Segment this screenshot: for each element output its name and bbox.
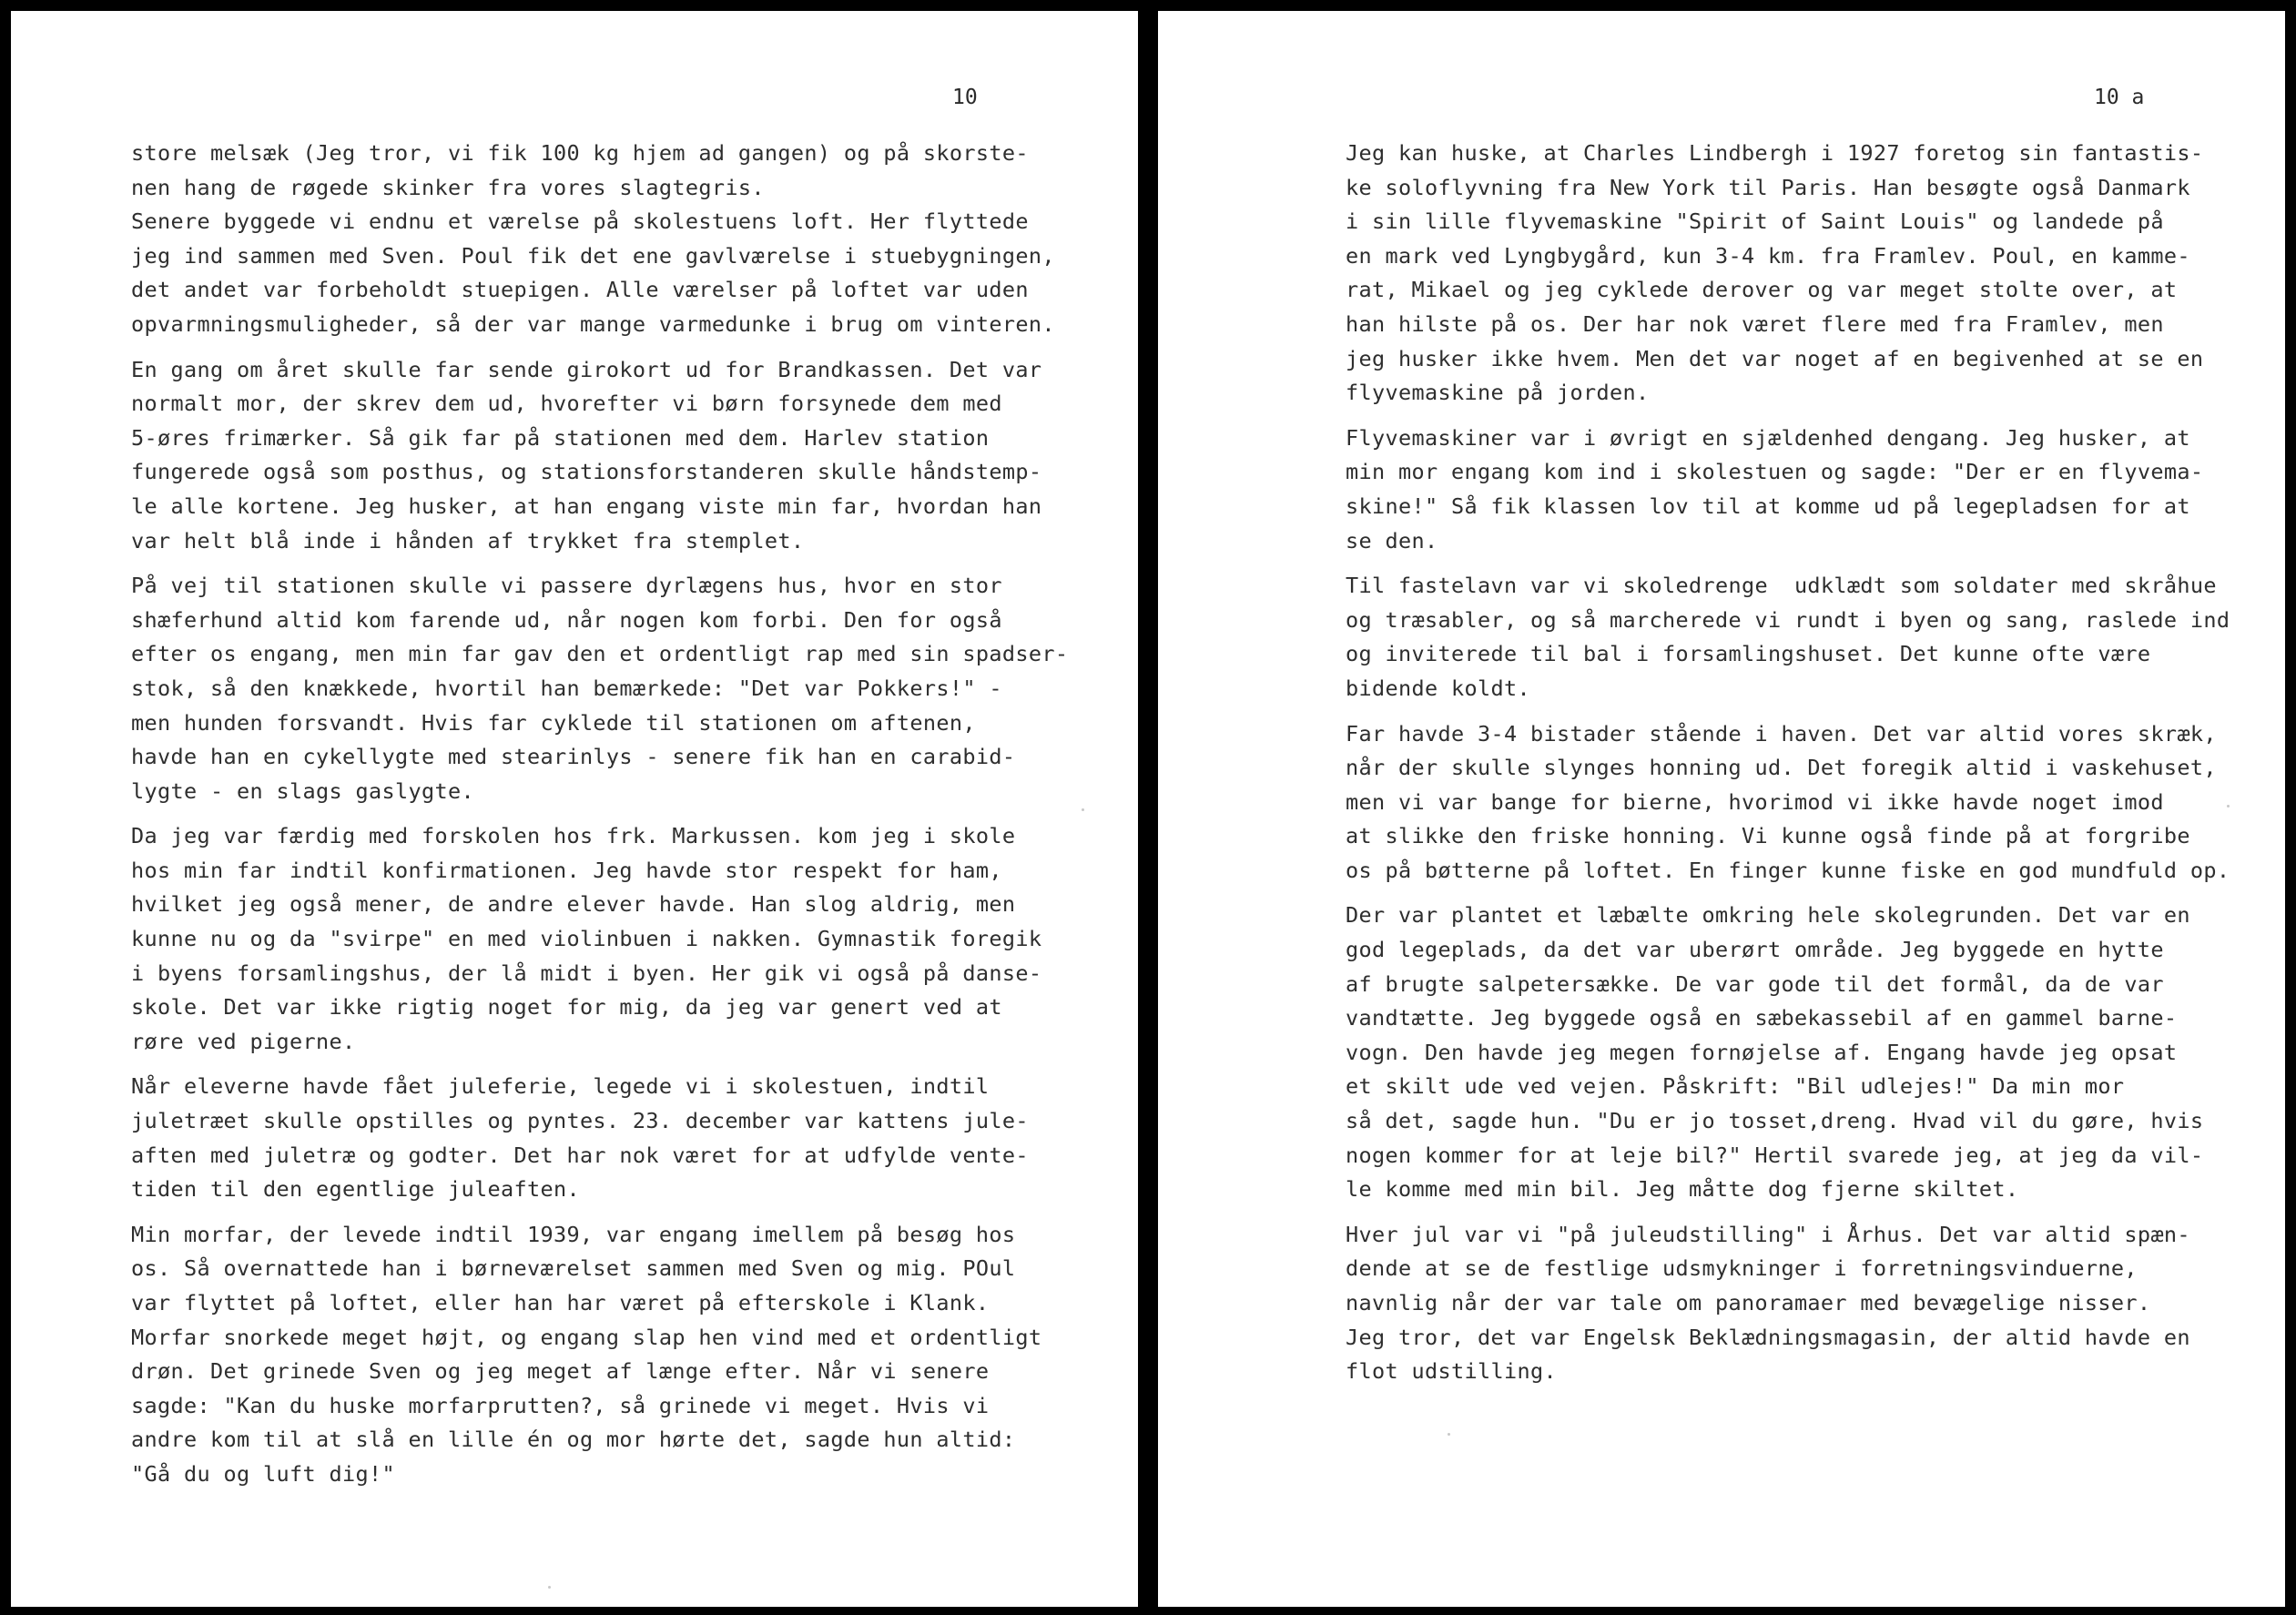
text-line: En gang om året skulle far sende girokort ud for Brandkassen. Det var	[131, 356, 1042, 382]
text-line: Senere byggede vi endnu et værelse på skolestuens loft. Her flyttede	[131, 208, 1029, 235]
text-line: jeg ind sammen med Sven. Poul fik det ene gavlværelse i stuebygningen,	[131, 242, 1055, 269]
text-line: jeg husker ikke hvem. Men det var noget af en begivenhed at se en	[1346, 345, 2204, 371]
text-line: det andet var forbeholdt stuepigen. Alle værelser på loftet var uden	[131, 277, 1029, 303]
text-line: andre kom til at slå en lille én og mor hørte det, sagde hun altid:	[131, 1427, 1016, 1453]
text-line: af brugte salpetersække. De var gode til det formål, da de var	[1346, 970, 2164, 997]
text-line: store melsæk (Jeg tror, vi fik 100 kg hjem ad gangen) og på skorste-	[131, 140, 1029, 166]
page-body	[1346, 137, 2283, 1400]
text-line: normalt mor, der skrev dem ud, hvorefter vi børn forsynede dem med	[131, 391, 1002, 417]
text-line: røre ved pigerne.	[131, 1028, 356, 1054]
text-line: Når eleverne havde fået juleferie, legede vi i skolestuen, indtil	[131, 1073, 990, 1100]
text-line: var helt blå inde i hånden af trykket fra stemplet.	[131, 527, 805, 554]
text-line: os. Så overnattede han i børneværelset sammen med Sven og mig. POul	[131, 1255, 1016, 1282]
text-line: shæferhund altid kom farende ud, når nogen kom forbi. Den for også	[131, 606, 1002, 633]
text-line: se den.	[1346, 527, 1438, 554]
text-line: Jeg tror, det var Engelsk Beklædningsmagasin, der altid havde en	[1346, 1324, 2190, 1350]
paragraph	[131, 353, 1133, 559]
text-line: vogn. Den havde jeg megen fornøjelse af. Engang havde jeg opsat	[1346, 1039, 2178, 1065]
text-line: juletræet skulle opstilles og pyntes. 23. december var kattens jule-	[131, 1108, 1029, 1134]
text-line: fungerede også som posthus, og stationsforstanderen skulle håndstemp-	[131, 459, 1042, 485]
text-line: men vi var bange for bierne, hvorimod vi ikke havde noget imod	[1346, 788, 2164, 815]
text-line: rat, Mikael og jeg cyklede derover og var meget stolte over, at	[1346, 277, 2178, 303]
text-line: Der var plantet et læbælte omkring hele skolegrunden. Det var en	[1346, 902, 2190, 929]
scan-speck	[2227, 805, 2230, 808]
text-line: hos min far indtil konfirmationen. Jeg havde stor respekt for ham,	[131, 857, 1002, 883]
scan-speck	[548, 1586, 551, 1589]
text-line: en mark ved Lyngbygård, kun 3-4 km. fra Framlev. Poul, en kamme-	[1346, 242, 2190, 269]
text-line: tiden til den egentlige juleaften.	[131, 1176, 580, 1203]
text-line: nogen kommer for at leje bil?" Hertil svarede jeg, at jeg da vil-	[1346, 1142, 2204, 1168]
paragraph	[131, 819, 1133, 1059]
text-line: kunne nu og da "svirpe" en med violinbuen i nakken. Gymnastik foregik	[131, 926, 1042, 952]
text-line: Hver jul var vi "på juleudstilling" i Århus. Det var altid spæn-	[1346, 1221, 2190, 1247]
text-line: Min morfar, der levede indtil 1939, var engang imellem på besøg hos	[131, 1221, 1016, 1247]
paragraph	[131, 1218, 1133, 1492]
page-number: 10	[952, 86, 978, 109]
text-line: flyvemaskine på jorden.	[1346, 380, 1650, 406]
right-page	[1158, 11, 2285, 1607]
text-line: stok, så den knækkede, hvortil han bemærkede: "Det var Pokkers!" -	[131, 675, 1002, 701]
text-line: bidende koldt.	[1346, 675, 1530, 701]
text-line: men hunden forsvandt. Hvis far cyklede til stationen om aftenen,	[131, 709, 976, 736]
paragraph	[1346, 422, 2283, 558]
text-line: Jeg kan huske, at Charles Lindbergh i 1927 foretog sin fantastis-	[1346, 140, 2204, 166]
text-line: så det, sagde hun. "Du er jo tosset,dreng. Hvad vil du gøre, hvis	[1346, 1108, 2204, 1134]
text-line: et skilt ude ved vejen. Påskrift: "Bil udlejes!" Da min mor	[1346, 1073, 2125, 1100]
text-line: aften med juletræ og godter. Det har nok været for at udfylde vente-	[131, 1142, 1029, 1168]
text-line: 5-øres frimærker. Så gik far på stationen med dem. Harlev station	[131, 424, 990, 451]
text-line: var flyttet på loftet, eller han har været på efterskole i Klank.	[131, 1290, 990, 1315]
paragraph	[131, 137, 1133, 342]
text-line: Da jeg var færdig med forskolen hos frk. Markussen. kom jeg i skole	[131, 823, 1016, 849]
paragraph	[1346, 569, 2283, 706]
text-line: På vej til stationen skulle vi passere dyrlægens hus, hvor en stor	[131, 573, 1002, 599]
text-line: dende at se de festlige udsmykninger i forretningsvinduerne,	[1346, 1255, 2138, 1282]
scan-speck	[1082, 808, 1084, 811]
text-line: skole. Det var ikke rigtig noget for mig, da jeg var genert ved at	[131, 994, 1002, 1021]
text-line: min mor engang kom ind i skolestuen og sagde: "Der er en flyvema-	[1346, 459, 2204, 485]
left-page	[11, 11, 1138, 1607]
text-line: at slikke den friske honning. Vi kunne også finde på at forgribe	[1346, 823, 2190, 849]
paragraph	[131, 1070, 1133, 1206]
text-line: han hilste på os. Der har nok været flere med fra Framlev, men	[1346, 310, 2164, 337]
text-line: navnlig når der var tale om panoramaer med bevægelige nisser.	[1346, 1290, 2151, 1315]
text-line: i sin lille flyvemaskine "Spirit of Saint Louis" og landede på	[1346, 208, 2164, 235]
text-line: nen hang de røgede skinker fra vores slagtegris.	[131, 174, 765, 200]
text-line: drøn. Det grinede Sven og jeg meget af længe efter. Når vi senere	[131, 1358, 990, 1385]
text-line: når der skulle slynges honning ud. Det foregik altid i vaskehuset,	[1346, 755, 2217, 781]
text-line: skine!" Så fik klassen lov til at komme ud på legepladsen for at	[1346, 493, 2190, 519]
paragraph	[1346, 899, 2283, 1206]
text-line: efter os engang, men min far gav den et ordentligt rap med sin spadser-	[131, 641, 1069, 667]
text-line: ke soloflyvning fra New York til Paris. Han besøgte også Danmark	[1346, 174, 2190, 200]
paragraph	[131, 569, 1133, 808]
text-line: le alle kortene. Jeg husker, at han engang viste min far, hvordan han	[131, 493, 1042, 519]
text-line: i byens forsamlingshus, der lå midt i byen. Her gik vi også på danse-	[131, 960, 1042, 986]
text-line: le komme med min bil. Jeg måtte dog fjerne skiltet.	[1346, 1176, 2019, 1203]
text-line: og træsabler, og så marcherede vi rundt i byen og sang, raslede ind	[1346, 606, 2230, 633]
text-line: god legeplads, da det var uberørt område. Jeg byggede en hytte	[1346, 937, 2164, 963]
text-line: "Gå du og luft dig!"	[131, 1460, 395, 1487]
text-line: os på bøtterne på loftet. En finger kunne fiske en god mundfuld op.	[1346, 857, 2230, 883]
text-line: Til fastelavn var vi skoledrenge udklædt som soldater med skråhue	[1346, 573, 2217, 599]
text-line: havde han en cykellygte med stearinlys - senere fik han en carabid-	[131, 744, 1016, 770]
page-body	[131, 137, 1133, 1503]
scan-speck	[1448, 1433, 1450, 1436]
text-line: sagde: "Kan du huske morfarprutten?, så grinede vi meget. Hvis vi	[131, 1392, 990, 1418]
page-number: 10 a	[2094, 86, 2145, 109]
paragraph	[1346, 717, 2283, 889]
text-line: hvilket jeg også mener, de andre elever havde. Han slog aldrig, men	[131, 891, 1016, 918]
text-line: opvarmningsmuligheder, så der var mange varmedunke i brug om vinteren.	[131, 310, 1055, 337]
text-line: lygte - en slags gaslygte.	[131, 777, 474, 804]
text-line: Far havde 3-4 bistader stående i haven. Det var altid vores skræk,	[1346, 720, 2217, 747]
text-line: flot udstilling.	[1346, 1358, 1557, 1385]
paragraph	[1346, 137, 2283, 411]
paragraph	[1346, 1218, 2283, 1389]
text-line: og inviterede til bal i forsamlingshuset. Det kunne ofte være	[1346, 641, 2151, 667]
text-line: Morfar snorkede meget højt, og engang slap hen vind med et ordentligt	[131, 1324, 1042, 1350]
text-line: vandtætte. Jeg byggede også en sæbekassebil af en gammel barne-	[1346, 1005, 2178, 1031]
text-line: Flyvemaskiner var i øvrigt en sjældenhed dengang. Jeg husker, at	[1346, 424, 2190, 451]
